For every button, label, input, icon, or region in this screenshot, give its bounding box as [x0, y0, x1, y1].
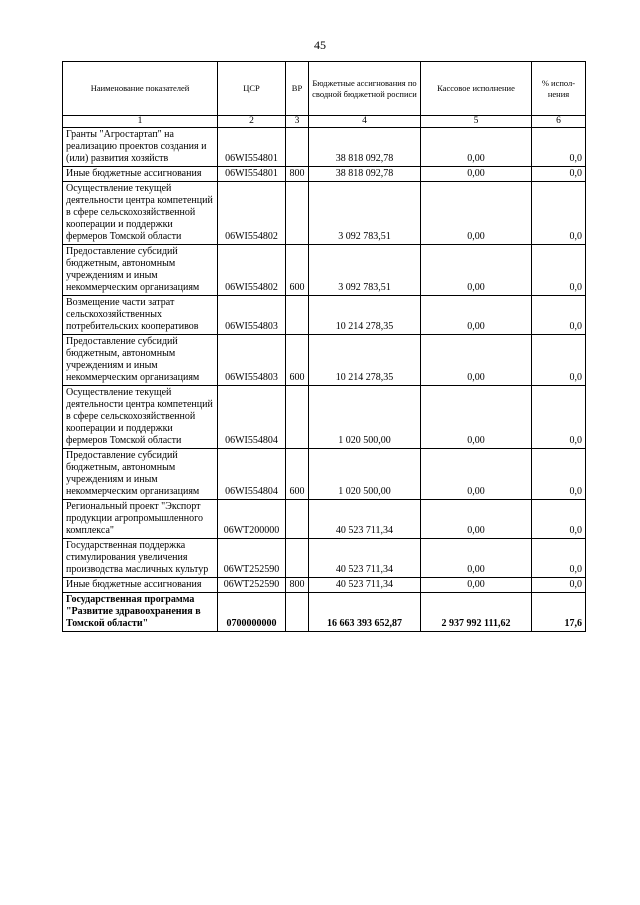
row-name: Предоставление субсидий бюджетным, автономным учреждениям и иным некоммерческим организациям [63, 335, 218, 386]
table-row [63, 245, 586, 296]
row-cash: 0,00 [421, 296, 532, 335]
row-percent: 0,0 [532, 539, 586, 578]
column-number: 3 [286, 116, 309, 128]
row-budget: 1 020 500,00 [309, 386, 421, 449]
row-cash: 0,00 [421, 128, 532, 167]
row-vr: 800 [286, 167, 309, 182]
column-number: 1 [63, 116, 218, 128]
row-name: Предоставление субсидий бюджетным, автономным учреждениям и иным некоммерческим организациям [63, 449, 218, 500]
row-percent: 0,0 [532, 500, 586, 539]
header-cash: Кассовое исполнение [421, 62, 532, 116]
row-percent: 0,0 [532, 167, 586, 182]
table-row [63, 128, 586, 167]
row-name: Государственная поддержка стимулирования увеличения производства масличных культур [63, 539, 218, 578]
row-percent: 0,0 [532, 182, 586, 245]
row-csr: 06WT200000 [218, 500, 286, 539]
table-row [63, 500, 586, 539]
row-vr [286, 182, 309, 245]
row-csr: 06WI554801 [218, 167, 286, 182]
row-cash: 0,00 [421, 386, 532, 449]
row-name: Государственная программа "Развитие здравоохранения в Томской области" [63, 593, 218, 632]
row-cash: 0,00 [421, 167, 532, 182]
row-cash: 2 937 992 111,62 [421, 593, 532, 632]
row-percent: 0,0 [532, 335, 586, 386]
header-vr: ВР [286, 62, 309, 116]
row-name: Возмещение части затрат сельскохозяйственных потребительских кооперативов [63, 296, 218, 335]
row-percent: 0,0 [532, 128, 586, 167]
row-csr: 06WI554802 [218, 182, 286, 245]
row-name: Гранты "Агростартап" на реализацию проектов создания и (или) развития хозяйств [63, 128, 218, 167]
row-vr: 600 [286, 335, 309, 386]
row-cash: 0,00 [421, 335, 532, 386]
row-csr: 0700000000 [218, 593, 286, 632]
row-name: Региональный проект "Экспорт продукции агропромышленного комплекса" [63, 500, 218, 539]
row-cash: 0,00 [421, 449, 532, 500]
row-percent: 17,6 [532, 593, 586, 632]
row-vr [286, 386, 309, 449]
row-name: Осуществление текущей деятельности центра компетенций в сфере сельскохозяйственной кооперации и поддержки фермеров Томской области [63, 182, 218, 245]
row-vr: 600 [286, 245, 309, 296]
row-percent: 0,0 [532, 386, 586, 449]
row-budget: 40 523 711,34 [309, 578, 421, 593]
row-name: Иные бюджетные ассигнования [63, 578, 218, 593]
row-budget: 1 020 500,00 [309, 449, 421, 500]
table-row [63, 296, 586, 335]
table-row [63, 335, 586, 386]
row-budget: 38 818 092,78 [309, 128, 421, 167]
row-csr: 06WI554804 [218, 386, 286, 449]
header-percent: % испол-нения [532, 62, 586, 116]
row-budget: 40 523 711,34 [309, 500, 421, 539]
row-percent: 0,0 [532, 578, 586, 593]
row-budget: 10 214 278,35 [309, 335, 421, 386]
table-row [63, 167, 586, 182]
column-number: 4 [309, 116, 421, 128]
row-budget: 40 523 711,34 [309, 539, 421, 578]
row-csr: 06WI554804 [218, 449, 286, 500]
row-cash: 0,00 [421, 578, 532, 593]
row-name: Предоставление субсидий бюджетным, автономным учреждениям и иным некоммерческим организациям [63, 245, 218, 296]
row-percent: 0,0 [532, 449, 586, 500]
table-body [63, 128, 586, 632]
row-vr [286, 296, 309, 335]
row-csr: 06WI554801 [218, 128, 286, 167]
row-cash: 0,00 [421, 539, 532, 578]
row-cash: 0,00 [421, 245, 532, 296]
table-row [63, 578, 586, 593]
row-csr: 06WI554802 [218, 245, 286, 296]
table-row [63, 593, 586, 632]
row-budget: 38 818 092,78 [309, 167, 421, 182]
header-csr: ЦСР [218, 62, 286, 116]
row-percent: 0,0 [532, 245, 586, 296]
row-csr: 06WT252590 [218, 578, 286, 593]
row-name: Осуществление текущей деятельности центра компетенций в сфере сельскохозяйственной кооперации и поддержки фермеров Томской области [63, 386, 218, 449]
row-vr [286, 500, 309, 539]
header-budget: Бюджетные ассигнования по сводной бюджетной росписи [309, 62, 421, 116]
row-csr: 06WT252590 [218, 539, 286, 578]
row-vr [286, 593, 309, 632]
row-budget: 10 214 278,35 [309, 296, 421, 335]
column-number: 5 [421, 116, 532, 128]
row-percent: 0,0 [532, 296, 586, 335]
page-number: 45 [314, 38, 326, 52]
row-budget: 16 663 393 652,87 [309, 593, 421, 632]
row-csr: 06WI554803 [218, 335, 286, 386]
table-row [63, 386, 586, 449]
row-vr [286, 128, 309, 167]
column-number: 2 [218, 116, 286, 128]
table-header-row [63, 62, 586, 116]
row-csr: 06WI554803 [218, 296, 286, 335]
column-number: 6 [532, 116, 586, 128]
column-number-row [63, 116, 586, 128]
row-vr [286, 539, 309, 578]
row-name: Иные бюджетные ассигнования [63, 167, 218, 182]
table-row [63, 182, 586, 245]
row-cash: 0,00 [421, 182, 532, 245]
budget-execution-table [62, 61, 586, 632]
header-name: Наименование показателей [63, 62, 218, 116]
row-budget: 3 092 783,51 [309, 245, 421, 296]
row-cash: 0,00 [421, 500, 532, 539]
row-budget: 3 092 783,51 [309, 182, 421, 245]
row-vr: 600 [286, 449, 309, 500]
table-row [63, 449, 586, 500]
row-vr: 800 [286, 578, 309, 593]
table-row [63, 539, 586, 578]
